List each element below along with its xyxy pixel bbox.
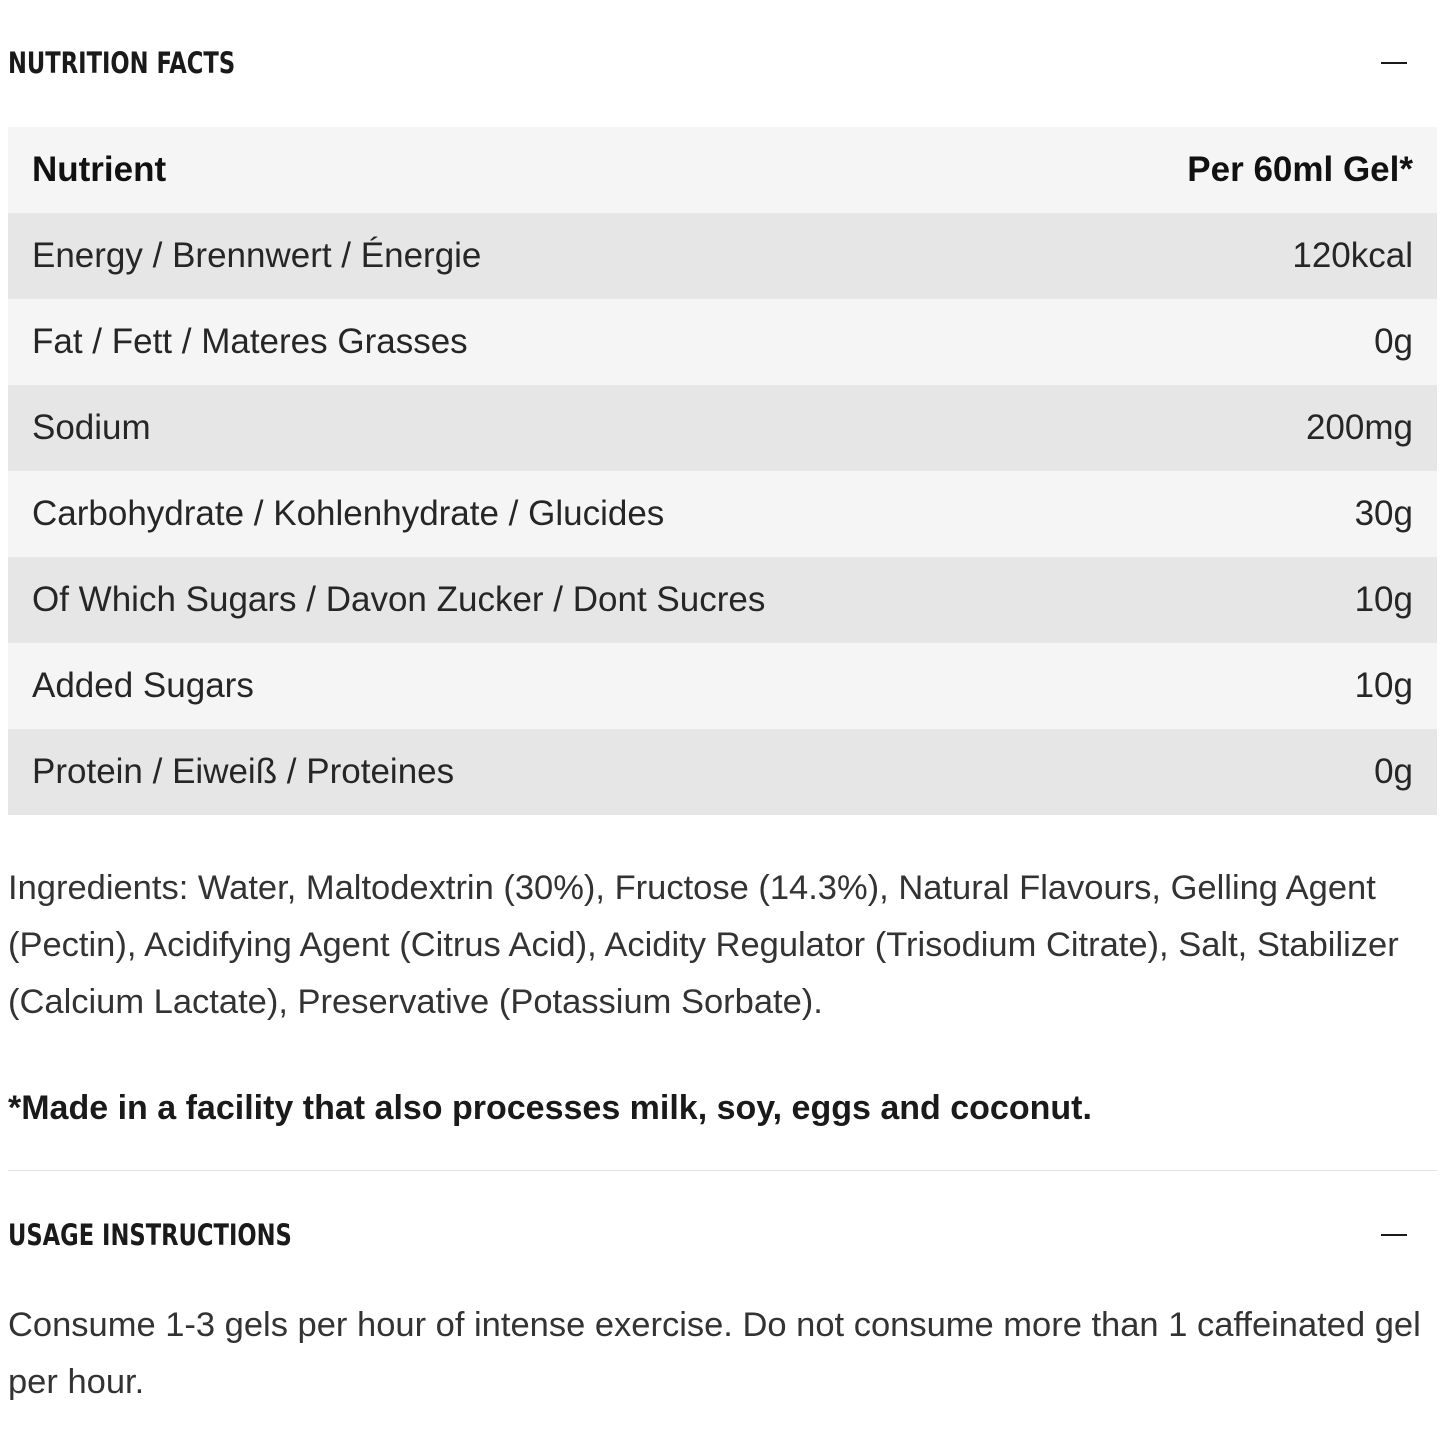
column-header-nutrient: Nutrient <box>32 150 167 189</box>
table-row <box>8 471 1437 557</box>
nutrient-name: Carbohydrate / Kohlenhydrate / Glucides <box>32 494 665 533</box>
table-row <box>8 213 1437 299</box>
nutrient-value: 200mg <box>1305 408 1413 447</box>
nutrient-value: 0g <box>1374 322 1413 361</box>
nutrition-table <box>8 127 1437 815</box>
minus-icon[interactable] <box>1369 1213 1419 1257</box>
ingredients-text: Ingredients: Water, Maltodextrin (30%), Fructose (14.3%), Natural Flavours, Gelling Agent (Pectin), Acidifying Agent (Citrus Acid), Acidity Regulator (Trisodium Citrate), Salt, Stabilizer (Calcium Lactate), Preservative (Potassium Sorbate). <box>8 869 1399 1021</box>
nutrient-value: 10g <box>1354 580 1413 619</box>
usage-instructions-header[interactable] <box>8 1213 1437 1257</box>
table-header-row <box>8 127 1437 213</box>
table-row <box>8 557 1437 643</box>
section-divider <box>8 1170 1437 1171</box>
minus-icon[interactable] <box>1369 41 1419 85</box>
nutrient-name: Of Which Sugars / Davon Zucker / Dont Sucres <box>32 580 766 619</box>
nutrient-name: Fat / Fett / Materes Grasses <box>32 322 468 361</box>
usage-instructions-text: Consume 1-3 gels per hour of intense exercise. Do not consume more than 1 caffeinated gel per hour. <box>8 1306 1421 1401</box>
table-row <box>8 385 1437 471</box>
usage-instructions-title: USAGE INSTRUCTIONS <box>8 1218 292 1252</box>
nutrient-name: Protein / Eiweiß / Proteines <box>32 752 455 791</box>
nutrient-name: Energy / Brennwert / Énergie <box>32 236 482 275</box>
nutrient-name: Sodium <box>32 408 151 447</box>
table-row <box>8 729 1437 815</box>
nutrient-name: Added Sugars <box>32 666 254 705</box>
nutrient-value: 120kcal <box>1292 236 1413 275</box>
nutrition-facts-header[interactable] <box>8 41 1437 85</box>
nutrient-value: 0g <box>1374 752 1413 791</box>
nutrient-value: 30g <box>1354 494 1413 533</box>
nutrition-facts-title: NUTRITION FACTS <box>8 46 236 80</box>
table-row <box>8 299 1437 385</box>
allergen-note: *Made in a facility that also processes milk, soy, eggs and coconut. <box>8 1089 1092 1127</box>
nutrient-value: 10g <box>1354 666 1413 705</box>
column-header-per-serving: Per 60ml Gel* <box>1187 150 1413 189</box>
table-row <box>8 643 1437 729</box>
